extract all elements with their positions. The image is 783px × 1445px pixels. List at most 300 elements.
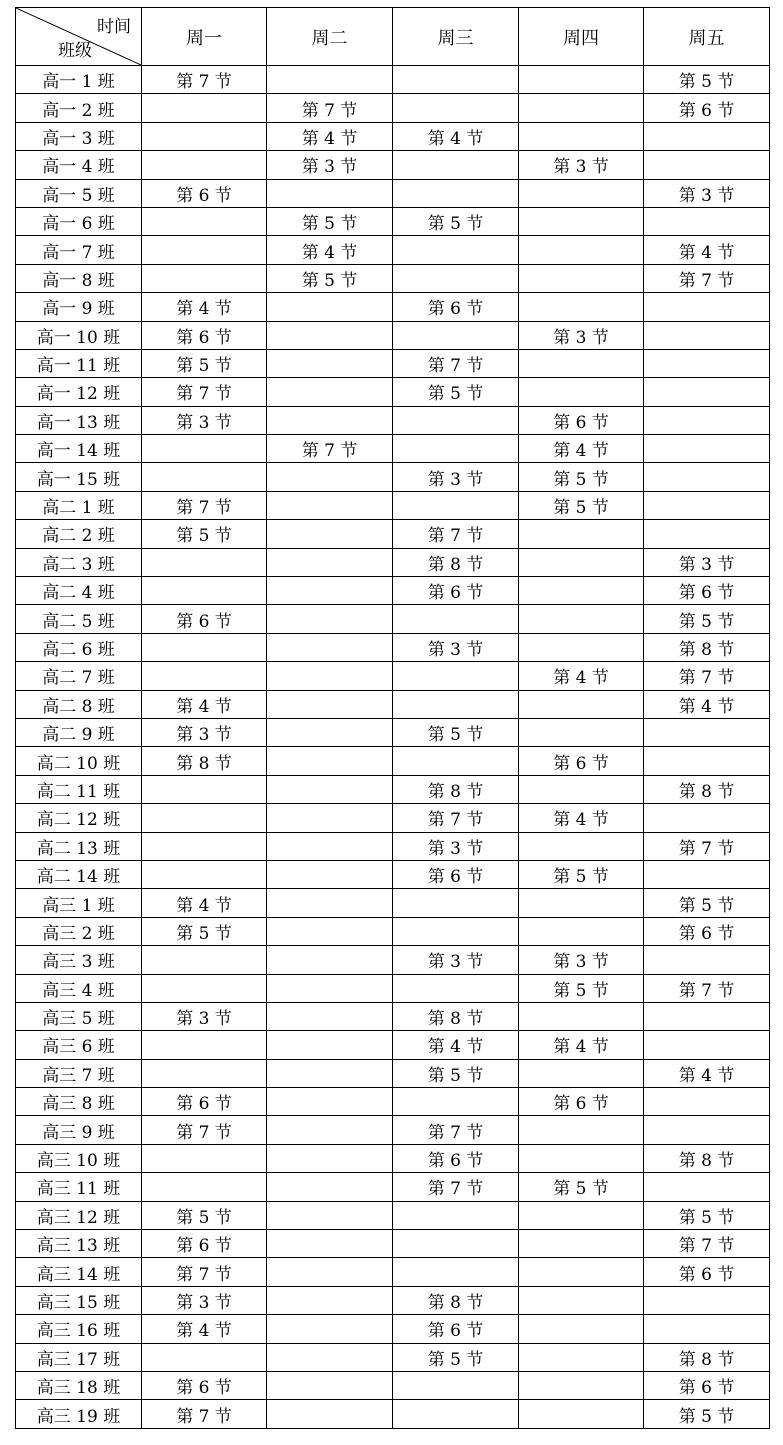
mon-cell (142, 1059, 267, 1087)
wed-cell (393, 1400, 519, 1428)
header-row (16, 8, 770, 66)
wed-cell: 第 5 节 (393, 378, 519, 406)
tue-cell (267, 1002, 393, 1030)
class-cell: 高三 2 班 (16, 917, 142, 945)
thu-cell (519, 94, 644, 122)
corner-header-cell (16, 8, 142, 66)
class-cell: 高一 7 班 (16, 236, 142, 264)
wed-cell (393, 690, 519, 718)
table-row (16, 435, 770, 463)
thu-cell (519, 122, 644, 150)
table-row (16, 633, 770, 661)
mon-cell: 第 5 节 (142, 1201, 267, 1229)
mon-cell: 第 4 节 (142, 293, 267, 321)
thu-cell: 第 5 节 (519, 860, 644, 888)
mon-cell: 第 7 节 (142, 1116, 267, 1144)
schedule-table (15, 7, 770, 1429)
table-row (16, 1002, 770, 1030)
wed-cell: 第 6 节 (393, 860, 519, 888)
thu-cell (519, 207, 644, 235)
class-cell: 高二 3 班 (16, 548, 142, 576)
wed-cell: 第 8 节 (393, 1002, 519, 1030)
day-header-thu: 周四 (519, 8, 644, 66)
mon-cell (142, 577, 267, 605)
thu-cell (519, 1059, 644, 1087)
fri-cell (644, 747, 770, 775)
mon-cell: 第 7 节 (142, 66, 267, 94)
wed-cell (393, 491, 519, 519)
fri-cell: 第 5 节 (644, 605, 770, 633)
tue-cell (267, 889, 393, 917)
table-row (16, 860, 770, 888)
class-cell: 高一 14 班 (16, 435, 142, 463)
class-cell: 高三 9 班 (16, 1116, 142, 1144)
wed-cell: 第 5 节 (393, 1343, 519, 1371)
wed-cell (393, 151, 519, 179)
wed-cell (393, 1201, 519, 1229)
tue-cell (267, 577, 393, 605)
class-cell: 高三 14 班 (16, 1258, 142, 1286)
class-cell: 高二 8 班 (16, 690, 142, 718)
tue-cell (267, 1371, 393, 1399)
thu-cell (519, 1258, 644, 1286)
fri-cell (644, 349, 770, 377)
mon-cell: 第 3 节 (142, 406, 267, 434)
thu-cell (519, 832, 644, 860)
table-row (16, 94, 770, 122)
mon-cell: 第 6 节 (142, 1230, 267, 1258)
thu-cell (519, 293, 644, 321)
class-cell: 高二 4 班 (16, 577, 142, 605)
class-cell: 高二 9 班 (16, 718, 142, 746)
table-row (16, 1315, 770, 1343)
wed-cell (393, 889, 519, 917)
thu-cell: 第 4 节 (519, 1031, 644, 1059)
table-row (16, 1258, 770, 1286)
tue-cell (267, 1400, 393, 1428)
tue-cell (267, 463, 393, 491)
table-row (16, 293, 770, 321)
table-row (16, 1116, 770, 1144)
fri-cell: 第 6 节 (644, 917, 770, 945)
table-row (16, 1201, 770, 1229)
class-cell: 高一 10 班 (16, 321, 142, 349)
mon-cell (142, 435, 267, 463)
mon-cell: 第 5 节 (142, 349, 267, 377)
wed-cell (393, 662, 519, 690)
mon-cell (142, 1031, 267, 1059)
tue-cell (267, 179, 393, 207)
thu-cell (519, 577, 644, 605)
wed-cell: 第 6 节 (393, 293, 519, 321)
mon-cell: 第 5 节 (142, 520, 267, 548)
thu-cell (519, 1286, 644, 1314)
class-cell: 高一 12 班 (16, 378, 142, 406)
mon-cell: 第 5 节 (142, 917, 267, 945)
wed-cell (393, 321, 519, 349)
class-cell: 高三 19 班 (16, 1400, 142, 1428)
table-row (16, 66, 770, 94)
fri-cell (644, 293, 770, 321)
tue-cell (267, 775, 393, 803)
class-cell: 高一 5 班 (16, 179, 142, 207)
class-cell: 高一 15 班 (16, 463, 142, 491)
fri-cell (644, 718, 770, 746)
class-cell: 高一 1 班 (16, 66, 142, 94)
mon-cell: 第 6 节 (142, 605, 267, 633)
wed-cell: 第 7 节 (393, 1116, 519, 1144)
tue-cell (267, 917, 393, 945)
mon-cell (142, 1144, 267, 1172)
class-cell: 高二 12 班 (16, 804, 142, 832)
fri-cell (644, 491, 770, 519)
fri-cell (644, 463, 770, 491)
tue-cell (267, 1173, 393, 1201)
tue-cell: 第 4 节 (267, 122, 393, 150)
wed-cell (393, 264, 519, 292)
fri-cell: 第 6 节 (644, 1371, 770, 1399)
class-cell: 高二 11 班 (16, 775, 142, 803)
mon-cell: 第 8 节 (142, 747, 267, 775)
tue-cell (267, 1315, 393, 1343)
wed-cell: 第 7 节 (393, 349, 519, 377)
fri-cell: 第 8 节 (644, 633, 770, 661)
tue-cell (267, 491, 393, 519)
mon-cell: 第 3 节 (142, 718, 267, 746)
table-row (16, 577, 770, 605)
fri-cell: 第 6 节 (644, 1258, 770, 1286)
class-cell: 高二 5 班 (16, 605, 142, 633)
fri-cell: 第 7 节 (644, 264, 770, 292)
mon-cell: 第 7 节 (142, 1258, 267, 1286)
tue-cell (267, 293, 393, 321)
table-row (16, 548, 770, 576)
mon-cell (142, 804, 267, 832)
tue-cell: 第 7 节 (267, 94, 393, 122)
class-cell: 高一 13 班 (16, 406, 142, 434)
fri-cell (644, 1116, 770, 1144)
class-cell: 高三 10 班 (16, 1144, 142, 1172)
thu-cell (519, 1201, 644, 1229)
class-cell: 高二 13 班 (16, 832, 142, 860)
wed-cell: 第 3 节 (393, 463, 519, 491)
mon-cell: 第 7 节 (142, 378, 267, 406)
table-row (16, 236, 770, 264)
class-cell: 高三 7 班 (16, 1059, 142, 1087)
table-row (16, 1343, 770, 1371)
mon-cell (142, 94, 267, 122)
tue-cell (267, 1144, 393, 1172)
table-row (16, 662, 770, 690)
class-cell: 高三 8 班 (16, 1088, 142, 1116)
tue-cell (267, 1343, 393, 1371)
table-row (16, 321, 770, 349)
wed-cell: 第 3 节 (393, 946, 519, 974)
tue-cell (267, 832, 393, 860)
class-cell: 高三 4 班 (16, 974, 142, 1002)
fri-cell (644, 804, 770, 832)
fri-cell: 第 8 节 (644, 775, 770, 803)
mon-cell (142, 974, 267, 1002)
table-row (16, 1088, 770, 1116)
class-cell: 高三 18 班 (16, 1371, 142, 1399)
mon-cell (142, 207, 267, 235)
wed-cell: 第 3 节 (393, 832, 519, 860)
wed-cell: 第 4 节 (393, 1031, 519, 1059)
class-cell: 高一 4 班 (16, 151, 142, 179)
wed-cell (393, 747, 519, 775)
tue-cell (267, 662, 393, 690)
table-row (16, 122, 770, 150)
fri-cell (644, 321, 770, 349)
class-cell: 高三 3 班 (16, 946, 142, 974)
wed-cell: 第 6 节 (393, 1315, 519, 1343)
class-cell: 高三 11 班 (16, 1173, 142, 1201)
tue-cell (267, 804, 393, 832)
table-row (16, 690, 770, 718)
tue-cell (267, 1116, 393, 1144)
mon-cell (142, 122, 267, 150)
table-row (16, 520, 770, 548)
wed-cell (393, 917, 519, 945)
tue-cell (267, 520, 393, 548)
table-row (16, 179, 770, 207)
schedule-body (16, 66, 770, 1429)
thu-cell (519, 1400, 644, 1428)
wed-cell: 第 4 节 (393, 122, 519, 150)
tue-cell (267, 548, 393, 576)
class-cell: 高一 2 班 (16, 94, 142, 122)
table-row (16, 1400, 770, 1428)
class-cell: 高三 13 班 (16, 1230, 142, 1258)
tue-cell (267, 1059, 393, 1087)
tue-cell (267, 66, 393, 94)
thu-cell (519, 633, 644, 661)
table-row (16, 378, 770, 406)
thu-cell (519, 775, 644, 803)
tue-cell (267, 1230, 393, 1258)
day-header-fri: 周五 (644, 8, 770, 66)
class-cell: 高三 6 班 (16, 1031, 142, 1059)
tue-cell (267, 1201, 393, 1229)
table-row (16, 775, 770, 803)
fri-cell: 第 7 节 (644, 974, 770, 1002)
fri-cell: 第 7 节 (644, 662, 770, 690)
tue-cell (267, 1286, 393, 1314)
wed-cell: 第 6 节 (393, 577, 519, 605)
fri-cell (644, 151, 770, 179)
mon-cell: 第 4 节 (142, 690, 267, 718)
tue-cell: 第 3 节 (267, 151, 393, 179)
thu-cell (519, 1230, 644, 1258)
tue-cell (267, 349, 393, 377)
thu-cell (519, 1315, 644, 1343)
wed-cell: 第 8 节 (393, 548, 519, 576)
table-row (16, 832, 770, 860)
wed-cell (393, 1371, 519, 1399)
mon-cell (142, 946, 267, 974)
class-cell: 高一 9 班 (16, 293, 142, 321)
wed-cell (393, 66, 519, 94)
class-cell: 高二 2 班 (16, 520, 142, 548)
thu-cell: 第 5 节 (519, 491, 644, 519)
table-row (16, 1286, 770, 1314)
thu-cell (519, 605, 644, 633)
mon-cell: 第 6 节 (142, 1088, 267, 1116)
thu-cell (519, 1343, 644, 1371)
day-header-tue: 周二 (267, 8, 393, 66)
class-cell: 高一 3 班 (16, 122, 142, 150)
fri-cell (644, 378, 770, 406)
wed-cell: 第 7 节 (393, 520, 519, 548)
mon-cell: 第 3 节 (142, 1002, 267, 1030)
tue-cell (267, 974, 393, 1002)
fri-cell (644, 1031, 770, 1059)
mon-cell (142, 860, 267, 888)
table-row (16, 889, 770, 917)
thu-cell (519, 917, 644, 945)
class-cell: 高二 7 班 (16, 662, 142, 690)
wed-cell: 第 8 节 (393, 1286, 519, 1314)
mon-cell (142, 633, 267, 661)
fri-cell: 第 4 节 (644, 1059, 770, 1087)
fri-cell: 第 7 节 (644, 832, 770, 860)
class-cell: 高三 15 班 (16, 1286, 142, 1314)
tue-cell (267, 860, 393, 888)
mon-cell: 第 3 节 (142, 1286, 267, 1314)
fri-cell: 第 4 节 (644, 690, 770, 718)
wed-cell (393, 974, 519, 1002)
thu-cell: 第 5 节 (519, 974, 644, 1002)
wed-cell (393, 1230, 519, 1258)
wed-cell: 第 8 节 (393, 775, 519, 803)
thu-cell: 第 4 节 (519, 804, 644, 832)
mon-cell (142, 264, 267, 292)
table-row (16, 1173, 770, 1201)
tue-cell (267, 747, 393, 775)
class-cell: 高三 17 班 (16, 1343, 142, 1371)
wed-cell (393, 179, 519, 207)
thu-cell (519, 1371, 644, 1399)
wed-cell: 第 5 节 (393, 1059, 519, 1087)
fri-cell: 第 3 节 (644, 548, 770, 576)
mon-cell: 第 4 节 (142, 1315, 267, 1343)
fri-cell: 第 6 节 (644, 94, 770, 122)
tue-cell (267, 406, 393, 434)
class-cell: 高三 16 班 (16, 1315, 142, 1343)
thu-cell: 第 5 节 (519, 463, 644, 491)
wed-cell: 第 3 节 (393, 633, 519, 661)
class-cell: 高二 1 班 (16, 491, 142, 519)
fri-cell (644, 435, 770, 463)
fri-cell: 第 3 节 (644, 179, 770, 207)
thu-cell: 第 6 节 (519, 1088, 644, 1116)
mon-cell: 第 6 节 (142, 179, 267, 207)
tue-cell (267, 321, 393, 349)
table-row (16, 917, 770, 945)
corner-time-label: 时间 (97, 17, 131, 37)
thu-cell (519, 889, 644, 917)
wed-cell: 第 5 节 (393, 718, 519, 746)
fri-cell (644, 1315, 770, 1343)
class-cell: 高三 12 班 (16, 1201, 142, 1229)
fri-cell: 第 4 节 (644, 236, 770, 264)
fri-cell: 第 8 节 (644, 1144, 770, 1172)
tue-cell (267, 1088, 393, 1116)
tue-cell: 第 7 节 (267, 435, 393, 463)
table-row (16, 718, 770, 746)
table-row (16, 1230, 770, 1258)
thu-cell (519, 66, 644, 94)
mon-cell (142, 1343, 267, 1371)
thu-cell: 第 3 节 (519, 151, 644, 179)
class-cell: 高一 6 班 (16, 207, 142, 235)
thu-cell (519, 264, 644, 292)
fri-cell (644, 1002, 770, 1030)
tue-cell (267, 1258, 393, 1286)
fri-cell (644, 1088, 770, 1116)
fri-cell: 第 5 节 (644, 1400, 770, 1428)
tue-cell (267, 946, 393, 974)
thu-cell: 第 3 节 (519, 321, 644, 349)
fri-cell: 第 5 节 (644, 1201, 770, 1229)
table-row (16, 974, 770, 1002)
thu-cell: 第 4 节 (519, 662, 644, 690)
thu-cell (519, 1144, 644, 1172)
wed-cell (393, 94, 519, 122)
thu-cell (519, 548, 644, 576)
table-row (16, 349, 770, 377)
class-cell: 高一 11 班 (16, 349, 142, 377)
mon-cell (142, 548, 267, 576)
fri-cell (644, 406, 770, 434)
fri-cell: 第 7 节 (644, 1230, 770, 1258)
table-row (16, 1144, 770, 1172)
thu-cell (519, 1116, 644, 1144)
thu-cell: 第 3 节 (519, 946, 644, 974)
thu-cell (519, 236, 644, 264)
mon-cell (142, 463, 267, 491)
thu-cell (519, 520, 644, 548)
class-cell: 高二 14 班 (16, 860, 142, 888)
fri-cell (644, 207, 770, 235)
table-row (16, 1059, 770, 1087)
table-row (16, 264, 770, 292)
tue-cell (267, 690, 393, 718)
table-row (16, 946, 770, 974)
tue-cell (267, 605, 393, 633)
day-header-wed: 周三 (393, 8, 519, 66)
thu-cell (519, 378, 644, 406)
thu-cell: 第 6 节 (519, 406, 644, 434)
class-cell: 高三 1 班 (16, 889, 142, 917)
thu-cell: 第 5 节 (519, 1173, 644, 1201)
tue-cell: 第 4 节 (267, 236, 393, 264)
wed-cell: 第 7 节 (393, 1173, 519, 1201)
corner-class-label: 班级 (58, 41, 92, 61)
thu-cell (519, 718, 644, 746)
fri-cell: 第 5 节 (644, 889, 770, 917)
fri-cell: 第 8 节 (644, 1343, 770, 1371)
table-row (16, 1031, 770, 1059)
mon-cell: 第 7 节 (142, 1400, 267, 1428)
wed-cell: 第 6 节 (393, 1144, 519, 1172)
wed-cell: 第 5 节 (393, 207, 519, 235)
tue-cell (267, 718, 393, 746)
tue-cell: 第 5 节 (267, 207, 393, 235)
thu-cell: 第 6 节 (519, 747, 644, 775)
thu-cell (519, 1002, 644, 1030)
